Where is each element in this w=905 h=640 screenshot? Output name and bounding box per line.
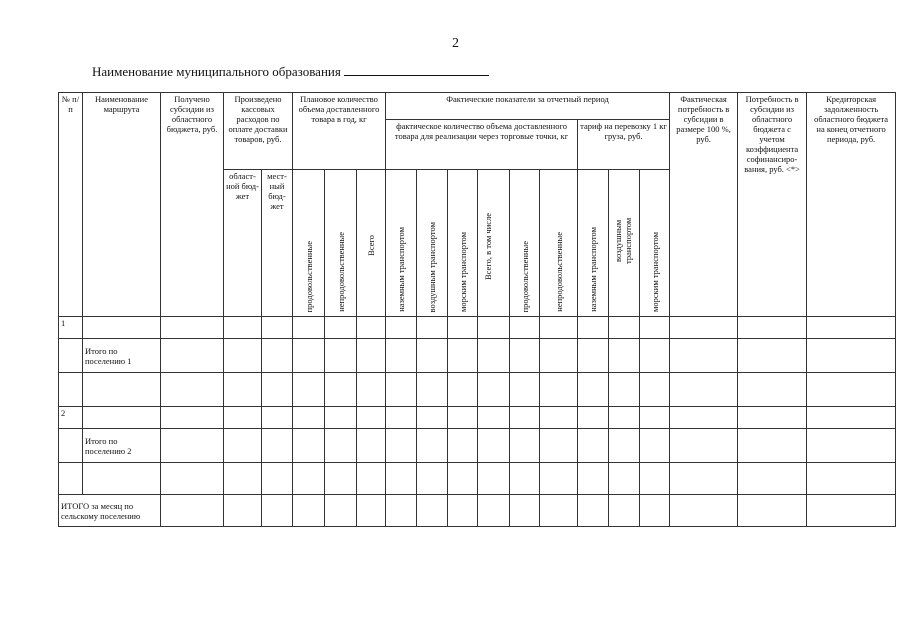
header-tariff-land bbox=[578, 170, 609, 317]
header-route: Наименование маршрута bbox=[83, 93, 161, 317]
header-qty-land bbox=[386, 170, 417, 317]
header-planned-food-text: продовольственные bbox=[303, 240, 314, 312]
header-num: № п/п bbox=[59, 93, 83, 317]
table-row bbox=[59, 495, 896, 527]
header-qty-nonfood bbox=[540, 170, 578, 317]
title-label: Наименование муниципального образования bbox=[92, 64, 341, 79]
table-row bbox=[59, 463, 896, 495]
header-planned-nonfood-text: непродовольственные bbox=[335, 232, 346, 312]
header-qty-food-text: продовольственные bbox=[519, 240, 530, 312]
header-received: Получено субсидии из областного бюджета, руб. bbox=[161, 93, 224, 317]
row-num-2: 2 bbox=[59, 407, 83, 429]
header-qty-sea-text: морским транспортом bbox=[457, 231, 468, 312]
header-tariff-sea-text: морским транспортом bbox=[649, 231, 660, 312]
table-row bbox=[59, 317, 896, 339]
header-tariff-air-text: воздушным транспортом bbox=[613, 217, 634, 265]
header-qty-air bbox=[417, 170, 448, 317]
header-tariff-land-text: наземным транспортом bbox=[588, 227, 599, 312]
header-planned: Плановое количество объема доставленного товара в год, кг bbox=[293, 93, 386, 170]
header-tariff-air bbox=[609, 170, 640, 317]
header-planned-nonfood bbox=[325, 170, 357, 317]
table-row bbox=[59, 429, 896, 463]
header-qty-nonfood-text: непродовольственные bbox=[553, 232, 564, 312]
header-need-100: Фактическая потребность в субсидии в размере 100 %, руб. bbox=[670, 93, 738, 317]
row-grand-total: ИТОГО за месяц по сельскому поселению bbox=[59, 495, 161, 527]
header-actual: Фактические показатели за отчетный период bbox=[386, 93, 670, 120]
title-blank-line bbox=[344, 65, 489, 76]
header-qty-sea bbox=[448, 170, 478, 317]
header-cash-local: мест-ный бюд-жет bbox=[262, 170, 293, 317]
header-qty-total-text: Всего, в том числе bbox=[482, 212, 493, 280]
header-actual-tariff: тариф на перевозку 1 кг груза, руб. bbox=[578, 120, 670, 170]
page-number: 2 bbox=[452, 36, 459, 51]
table-row bbox=[59, 373, 896, 407]
header-qty-food bbox=[510, 170, 540, 317]
row-total-settlement-1: Итого по поселению 1 bbox=[83, 339, 161, 373]
header-planned-food bbox=[293, 170, 325, 317]
header-cash-expenses: Произведено кассовых расходов по оплате доставки товаров, руб. bbox=[224, 93, 293, 170]
subsidy-report-table bbox=[58, 92, 896, 527]
header-actual-qty: фактическое количество объема доставленного товара для реализации через торговые точки, кг bbox=[386, 120, 578, 170]
municipality-title bbox=[92, 64, 489, 80]
header-qty-land-text: наземным транспортом bbox=[396, 227, 407, 312]
header-planned-total bbox=[357, 170, 386, 317]
header-tariff-sea bbox=[640, 170, 670, 317]
row-num-1: 1 bbox=[59, 317, 83, 339]
header-debt: Кредиторская задолженность областного бюджета на конец отчетного периода, руб. bbox=[807, 93, 896, 317]
header-cash-regional: област-ной бюд-жет bbox=[224, 170, 262, 317]
table-row bbox=[59, 407, 896, 429]
header-qty-total bbox=[478, 170, 510, 317]
header-qty-air-text: воздушным транспортом bbox=[427, 221, 438, 312]
row-total-settlement-2: Итого по поселению 2 bbox=[83, 429, 161, 463]
header-planned-total-text: Всего bbox=[366, 235, 377, 256]
table-row bbox=[59, 339, 896, 373]
header-need-cofin: Потребность в субсидии из областного бюджета с учетом коэффициента софинансиро-вания, руб. <*> bbox=[738, 93, 807, 317]
